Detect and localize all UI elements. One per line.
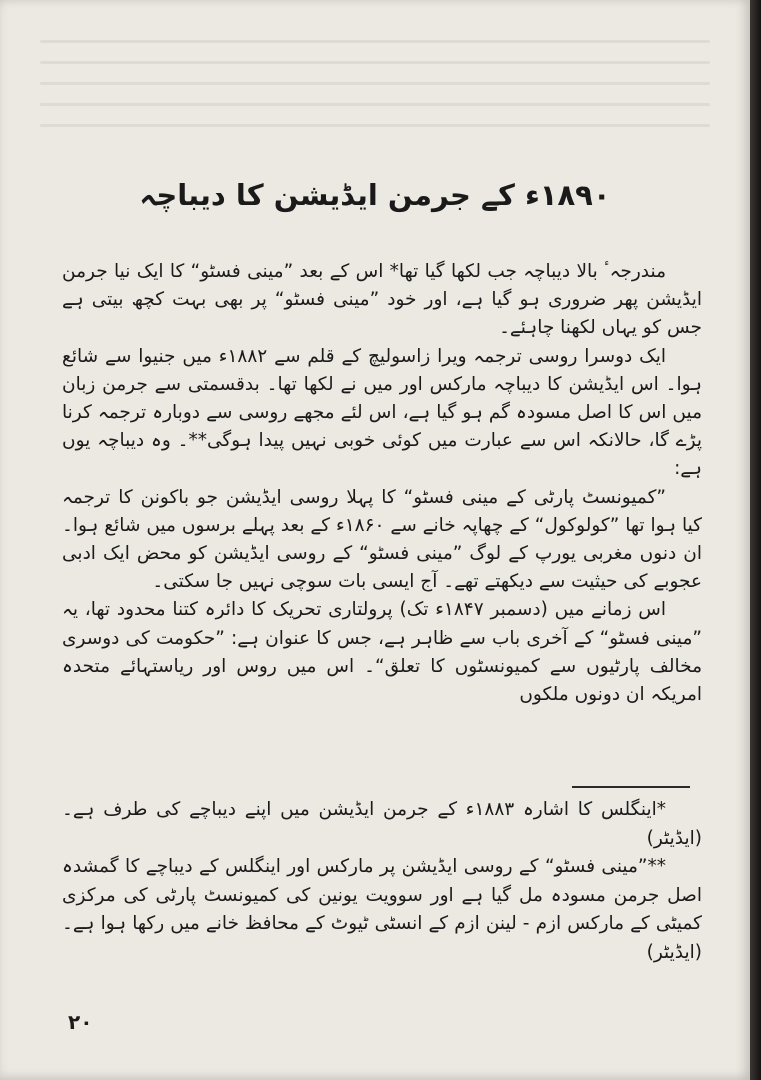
footnote-1: *اینگلس کا اشارہ ۱۸۸۳ء کے جرمن ایڈیشن میں اپنے دیباچے کی طرف ہے۔ (ایڈیٹر) <box>62 799 702 849</box>
paragraph-3: ”کمیونسٹ پارٹی کے مینی فسٹو“ کا پہلا روسی ایڈیشن جو باکونن کا ترجمہ کیا ہوا تھا ”کولوکول“ کے چھاپہ خانے سے ۱۸۶۰ء کے بعد پہلے برسوں میں شائع ہوا۔ ان دنوں مغربی یورپ کے لوگ ”مینی فسٹو“ کے روسی ایڈیشن کو محض ایک ادبی عجوبے کی حیثیت سے دیکھتے تھے۔ آج ایسی بات سوچی نہیں جا سکتی۔ <box>62 486 702 593</box>
bleed-through-texture <box>40 40 710 160</box>
page-number: ۲۰ <box>68 1010 93 1034</box>
page-title: ۱۸۹۰ء کے جرمن ایڈیشن کا دیباچہ <box>139 178 611 212</box>
paragraph-4: اس زمانے میں (دسمبر ۱۸۴۷ء تک) پرولتاری تحریک کا دائرہ کتنا محدود تھا، یہ ”مینی فسٹو“ کے آخری باب سے ظاہر ہے، جس کا عنوان ہے: ”حکومت کی دوسری مخالف پارٹیوں سے کمیونسٹوں کا تعلق“۔ اس میں روس اور ریاستہائے متحدہ امریکہ ان دونوں ملکوں <box>62 599 702 706</box>
page-edge-shadow <box>750 0 761 1080</box>
footnote-2: **”مینی فسٹو“ کے روسی ایڈیشن پر مارکس اور اینگلس کے دیباچے کا گمشدہ اصل جرمن مسودہ مل گیا ہے اور سوویت یونین کی کمیونسٹ پارٹی کی مرکزی کمیٹی کے مارکس ازم - لینن ازم کے انسٹی ٹیوٹ کے محافظ خانے میں رکھا ہوا ہے۔ (ایڈیٹر) <box>62 856 702 963</box>
footnote-divider <box>572 786 690 788</box>
footnotes <box>62 796 702 967</box>
body-text <box>62 258 702 709</box>
paragraph-2: ایک دوسرا روسی ترجمہ ویرا زاسولیچ کے قلم سے ۱۸۸۲ء میں جنیوا سے شائع ہوا۔ اس ایڈیشن کا دیباچہ مارکس اور میں نے لکھا تھا۔ بدقسمتی سے جرمن زبان میں اس کا اصل مسودہ گم ہو گیا ہے، اس لئے مجھے روسی سے دوبارہ ترجمہ کرنا پڑے گا، حالانکہ اس سے عبارت میں کوئی خوبی نہیں پیدا ہوگی**۔ وہ دیباچہ یوں ہے: <box>62 345 702 480</box>
paragraph-1: مندرجہٴ بالا دیباچہ جب لکھا گیا تھا* اس کے بعد ”مینی فسٹو“ کا ایک نیا جرمن ایڈیشن پھر ضروری ہو گیا ہے، اور خود ”مینی فسٹو“ پر بھی بہت کچھ بیتی ہے جس کو یہاں لکھنا چاہئے۔ <box>62 261 702 339</box>
